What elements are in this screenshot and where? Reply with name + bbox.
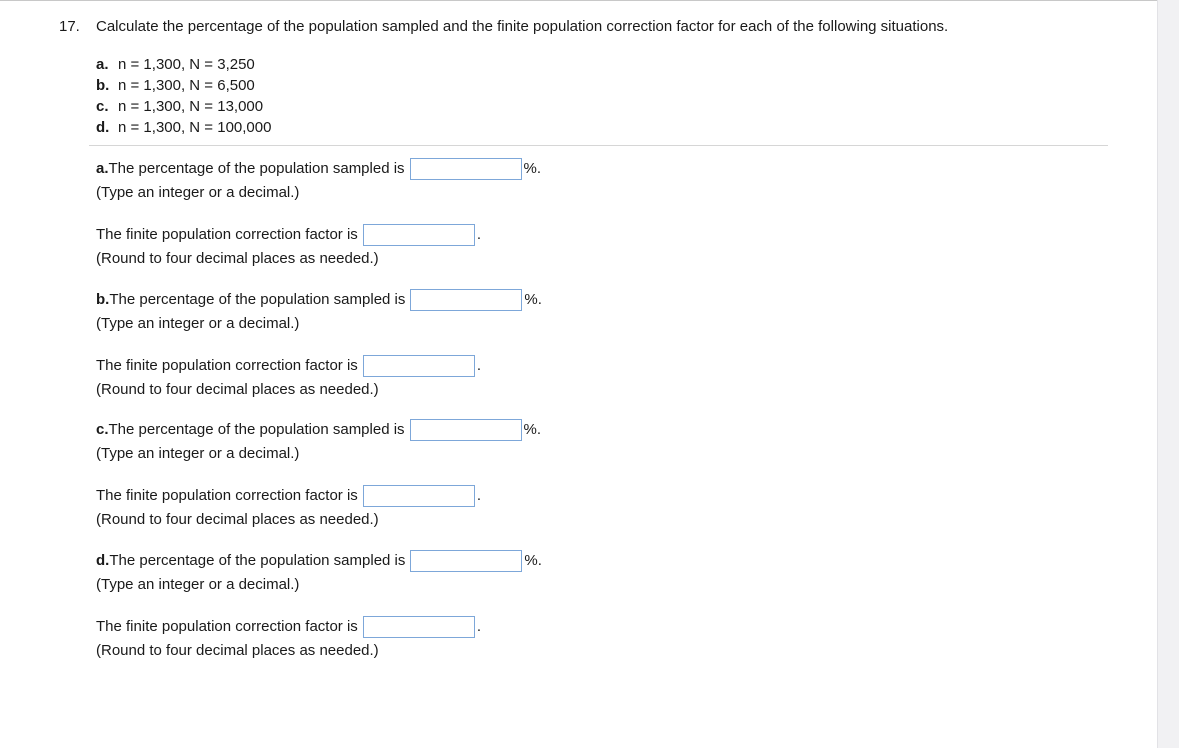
percentage-row [96,156,996,182]
percent-suffix: %. [524,290,542,308]
part-label: a. [96,160,109,177]
scrollbar-track[interactable] [1157,0,1179,748]
fpc-row [96,483,996,509]
part-label: d. [96,552,110,570]
fpc-row [96,614,996,640]
part-label: b. [96,290,110,308]
situation-text: n = 1,300, N = 100,000 [118,119,272,136]
situation-b [96,75,271,96]
percentage-row [96,287,996,313]
percentage-hint: (Type an integer or a decimal.) [96,314,300,332]
fpc-prompt: The finite population correction factor is [96,487,358,505]
part-label: c. [96,421,109,439]
fpc-input-d[interactable] [363,616,475,638]
fpc-input-b[interactable] [363,355,475,377]
situation-c [96,96,271,117]
question-number: 17. [59,18,80,35]
situation-label: c. [96,98,109,115]
part-a [96,156,996,287]
fpc-prompt: The finite population correction factor is [96,618,358,636]
percentage-prompt: The percentage of the population sampled is [108,160,405,177]
fpc-row [96,222,996,248]
percentage-input-a[interactable] [410,158,522,180]
part-b [96,287,996,418]
situation-label: d. [96,119,110,136]
fpc-prompt: The finite population correction factor is [96,226,358,243]
fpc-hint: (Round to four decimal places as needed.) [96,642,379,660]
percentage-hint: (Type an integer or a decimal.) [96,445,300,463]
percentage-prompt: The percentage of the population sampled is [109,552,406,570]
situations-list [96,54,271,138]
percentage-input-c[interactable] [410,419,522,441]
percentage-prompt: The percentage of the population sampled is [109,290,406,308]
part-c [96,417,996,548]
percentage-hint: (Type an integer or a decimal.) [96,576,300,594]
percentage-input-d[interactable] [410,550,522,572]
section-divider [89,145,1108,146]
fpc-row [96,353,996,379]
percent-suffix: %. [523,160,542,177]
fpc-hint: (Round to four decimal places as needed.) [96,511,379,529]
fpc-suffix: . [476,226,481,243]
percent-suffix: %. [524,552,542,570]
situation-label: b. [96,77,110,94]
answer-section [96,156,996,679]
fpc-suffix: . [476,487,481,505]
situation-d [96,117,271,138]
fpc-suffix: . [476,618,481,636]
percentage-row [96,548,996,574]
fpc-input-a[interactable] [363,224,475,246]
situation-text: n = 1,300, N = 6,500 [118,77,255,94]
fpc-hint: (Round to four decimal places as needed.) [96,250,379,267]
percent-suffix: %. [523,421,542,439]
percentage-prompt: The percentage of the population sampled is [108,421,405,439]
situation-a [96,54,271,75]
percentage-hint: (Type an integer or a decimal.) [96,184,300,201]
percentage-row [96,417,996,443]
percentage-input-b[interactable] [410,289,522,311]
fpc-suffix: . [476,356,481,374]
question-text: Calculate the percentage of the population sampled and the finite population correction factor for each of the following situations. [96,18,949,35]
part-d [96,548,996,679]
situation-label: a. [96,56,109,73]
situation-text: n = 1,300, N = 13,000 [118,98,264,115]
situation-text: n = 1,300, N = 3,250 [118,56,255,73]
fpc-hint: (Round to four decimal places as needed.) [96,380,379,398]
fpc-prompt: The finite population correction factor is [96,356,358,374]
fpc-input-c[interactable] [363,485,475,507]
